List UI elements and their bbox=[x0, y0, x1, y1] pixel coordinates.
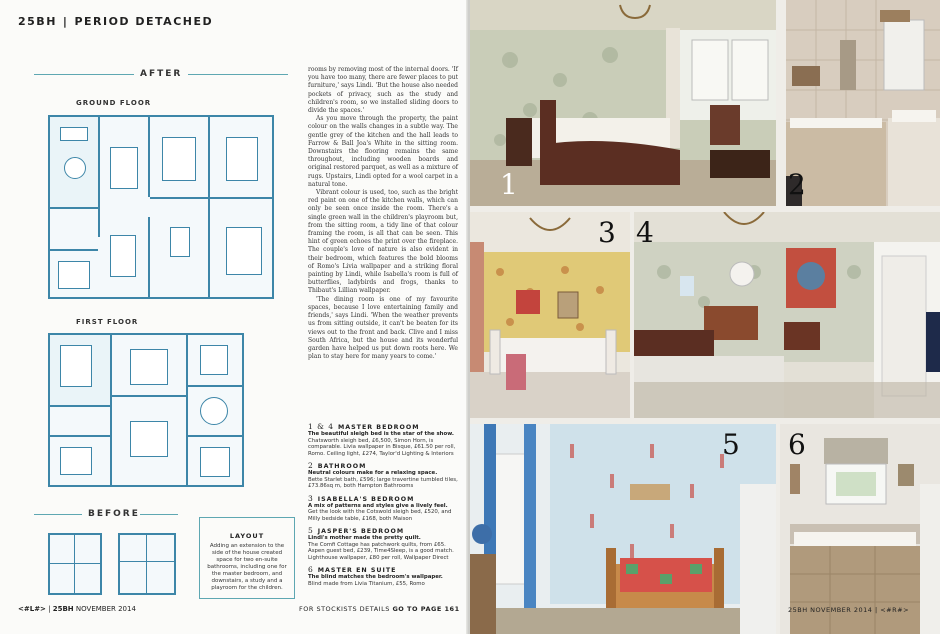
caption-number: 1 & 4 bbox=[308, 422, 334, 431]
before-rule-right bbox=[140, 514, 178, 515]
caption-master-bedroom bbox=[308, 422, 460, 457]
caption-title: JASPER'S BEDROOM bbox=[317, 528, 405, 535]
captions bbox=[308, 422, 460, 591]
caption-text: The Comfi Cottage has patchwork quilts, from £65. Aspen guest bed, £239, Time4Sleep, is a good match. Lighthouse wallpaper, £80 per roll, Wallpaper Direct bbox=[308, 541, 454, 561]
body-paragraph: 'The dining room is one of my favourite spaces, because I love entertaining family and friends,' says Lindi. 'When the weather prevents us from sitting outside, it can't be beaten for its views out to the front and back. Clive and I miss South Africa, but the house and its wonderful garden have helped us put down roots here. We plan to stay here for many years to come.' bbox=[308, 295, 458, 361]
layout-title: LAYOUT bbox=[229, 532, 265, 540]
first-floor-plan bbox=[48, 333, 244, 487]
photo-master-en-suite bbox=[780, 424, 940, 634]
caption-lead: Lindi's mother made the pretty quilt. bbox=[308, 535, 421, 541]
caption-title: ISABELLA'S BEDROOM bbox=[317, 495, 415, 503]
body-paragraph: Vibrant colour is used, too, such as the bright red paint on one of the kitchen walls, which can only be seen once inside the room. There's a single green wall in the children's playroom but, from the sitting room, a tidy line of that colour framing the room, is all that can be seen. This hint of green echoes the print over the fireplace. The couple's love of nature is also evident in their bedroom, which features the bold blooms of Romo's Livia wallpaper and a striking floral painting by Lindi, while Isabella's room is full of butterflies, ladybirds and frogs, thanks to Thibaut's Lillian wallpaper. bbox=[308, 189, 458, 295]
photo-number: 5 bbox=[722, 428, 740, 461]
after-heading: AFTER bbox=[140, 69, 183, 79]
folio-left: <#L#> bbox=[18, 605, 46, 613]
page-header: 25BH | PERIOD DETACHED bbox=[18, 15, 214, 28]
caption-lead: The beautiful sleigh bed is the star of the show. bbox=[308, 431, 454, 437]
photo-number: 6 bbox=[788, 428, 806, 461]
caption-number: 3 bbox=[308, 493, 314, 503]
photo-number: 4 bbox=[636, 216, 654, 249]
caption-text: Blind made from Livia Titanium, £55, Romo bbox=[308, 580, 425, 587]
photo-4-illustration bbox=[634, 212, 940, 418]
footer-right: 25BH NOVEMBER 2014 | <#R#> bbox=[788, 606, 910, 614]
ground-floor-plan bbox=[48, 115, 274, 299]
caption-title: MASTER EN SUITE bbox=[317, 567, 397, 574]
caption-text: Bette Starlet bath, £596; large travertine tumbled tiles, £73.86sq m, both Hampton Bathrooms bbox=[308, 476, 458, 489]
caption-lead: A mix of patterns and styles give a lively feel. bbox=[308, 502, 448, 509]
footer-stockists bbox=[299, 605, 460, 613]
body-paragraph: As you move through the property, the paint colour on the walls changes in a subtle way. The gentle grey of the kitchen and the hall leads to Farrow & Ball Joa's White in the sitting room. Downstairs the flooring remains the same throughout, including wooden boards and original restored parquet, as well as a mixture of rugs. Upstairs, Lindi opted for a wool carpet in a natural tone. bbox=[308, 115, 458, 188]
after-rule-left bbox=[34, 74, 134, 75]
caption-isabellas-bedroom bbox=[308, 494, 460, 523]
caption-lead: Neutral colours make for a relaxing space. bbox=[308, 470, 438, 476]
caption-number: 5 bbox=[308, 526, 314, 535]
article-body bbox=[308, 66, 458, 361]
photo-jaspers-bedroom bbox=[470, 424, 776, 634]
stockists-page-link[interactable]: GO TO PAGE 161 bbox=[392, 605, 460, 613]
stockists-prefix: FOR STOCKISTS DETAILS bbox=[299, 605, 390, 613]
caption-number: 6 bbox=[308, 565, 314, 574]
caption-bathroom bbox=[308, 461, 460, 490]
photo-bathroom bbox=[786, 0, 940, 206]
body-paragraph: rooms by removing most of the internal doors. 'If you have too many, there are fewer places to put furniture,' says Lindi. 'But the house also needed pockets of privacy, such as the study and children's room, so we installed sliding doors to divide the spaces.' bbox=[308, 66, 458, 115]
caption-text: Get the look with the Cotswold sleigh bed, £520, and Milly bedside table, £168, both Maison bbox=[308, 509, 452, 522]
layout-box bbox=[199, 517, 295, 599]
before-heading: BEFORE bbox=[88, 509, 140, 519]
first-floor-title: FIRST FLOOR bbox=[76, 318, 139, 326]
right-page bbox=[470, 0, 940, 634]
footer-left: <#L#> | 25BH NOVEMBER 2014 bbox=[18, 605, 136, 613]
caption-title: MASTER BEDROOM bbox=[338, 424, 420, 431]
left-page bbox=[0, 0, 468, 634]
caption-jaspers-bedroom bbox=[308, 526, 460, 561]
header-brand: 25BH bbox=[18, 15, 57, 28]
caption-master-en-suite bbox=[308, 565, 460, 587]
photo-number: 3 bbox=[598, 216, 616, 249]
caption-number: 2 bbox=[308, 461, 314, 470]
layout-text: Adding an extension to the side of the house created space for two en-suite bathrooms, including one for the master bedroom, and downstairs, a study and a playroom for the children. bbox=[207, 543, 287, 591]
photo-isabellas-bedroom bbox=[470, 212, 630, 418]
after-rule-right bbox=[188, 74, 288, 75]
before-first-plan bbox=[118, 533, 176, 595]
footer-brand: 25BH bbox=[52, 605, 74, 613]
caption-title: BATHROOM bbox=[317, 463, 367, 470]
photo-master-bedroom bbox=[470, 0, 776, 206]
photo-number: 2 bbox=[788, 168, 806, 201]
photo-2-illustration bbox=[786, 0, 940, 206]
caption-lead: The blind matches the bedroom's wallpaper. bbox=[308, 574, 443, 580]
header-section: PERIOD DETACHED bbox=[74, 15, 214, 28]
photo-number: 1 bbox=[500, 168, 518, 201]
footer-date: NOVEMBER 2014 bbox=[75, 605, 136, 613]
ground-floor-title: GROUND FLOOR bbox=[76, 99, 152, 107]
photo-master-bedroom-2 bbox=[634, 212, 940, 418]
before-ground-plan bbox=[48, 533, 102, 595]
caption-text: Chatsworth sleigh bed, £6,500, Simon Horn, is comparable. Livia wallpaper in Bisque, £61.50 per roll, Romo. Ceiling light, £274, Taylor'd Lighting & Interiors bbox=[308, 437, 456, 457]
before-rule-left bbox=[34, 514, 82, 515]
